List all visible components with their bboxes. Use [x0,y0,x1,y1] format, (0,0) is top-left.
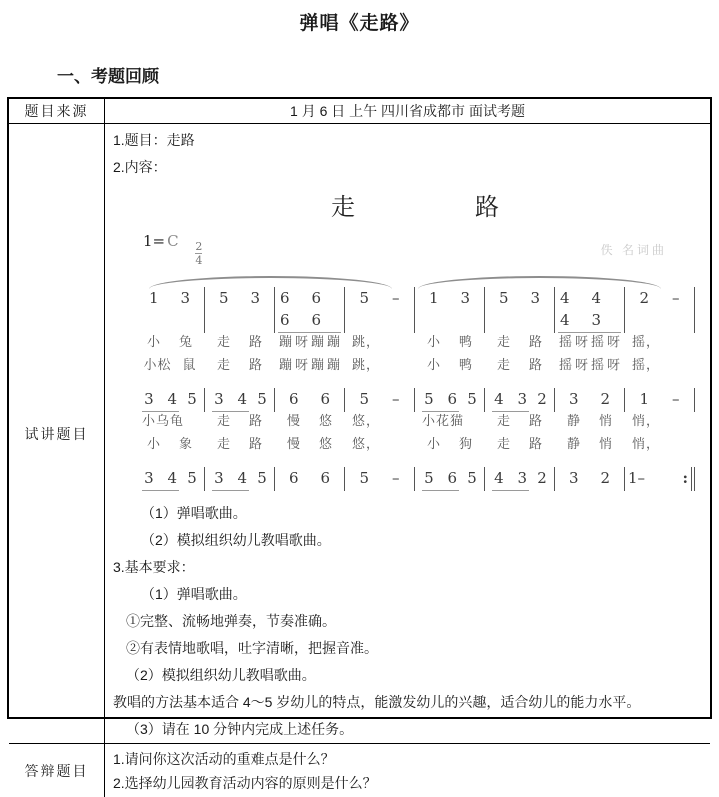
note: 5 [218,289,229,308]
measure [345,467,415,491]
lyrics-row [135,357,695,379]
note: 5 [359,390,370,409]
lyric-syllable: 鼠 [182,357,197,373]
music-sheet [135,183,695,491]
lyric-syllable: 呀 [294,357,309,373]
note: 2 [600,390,611,409]
lyric-measure [415,357,485,379]
note: 5 [359,469,370,488]
lyric-syllable: 呀 [574,334,589,350]
text-line: 2.内容： [113,159,167,175]
measure [135,388,205,412]
note: 3 4 [142,388,179,412]
lyric-measure [205,436,275,458]
lyrics-row [135,334,695,356]
note: 4 3 [492,467,529,491]
note: 3 4 [212,388,249,412]
lyric-syllable: 鸭 [458,334,473,350]
note: 5 [187,469,197,488]
lyric-syllable: 摇 [558,357,573,373]
notation-system [135,276,695,379]
lyric-syllable: 走 [216,413,231,429]
lyric-syllable: 摇， [632,357,661,373]
lyric-measure [555,357,625,379]
measure [625,388,695,412]
note: 6 [320,390,331,409]
lyric-syllable: 悠 [318,436,333,452]
lyric-syllable: 小乌龟 [142,413,185,429]
notes-row [135,388,695,412]
note: 5 [257,390,267,409]
measure [415,287,485,333]
section-heading: 一、考题回顾 [57,67,159,86]
lyric-syllable: 蹦 [326,334,341,350]
note: 5 [467,390,477,409]
measure [205,287,275,333]
note: 5 [498,289,509,308]
text-line: （2）模拟组织幼儿教唱歌曲。 [126,667,316,684]
measure [485,287,555,333]
text-line: ①完整、流畅地弹奏，节奏准确。 [126,613,336,630]
lyric-measure [135,436,205,458]
lecture-lines-before [113,127,704,181]
lyric-measure [485,334,555,356]
notation-system [135,467,695,491]
note: 4 3 [492,388,529,412]
lyric-measure [485,413,555,435]
lyric-syllable: 路 [528,334,543,350]
defense-content [105,744,710,797]
measure [275,287,345,333]
row-label-lecture: 试讲题目 [9,124,105,744]
note: 1 [148,289,159,308]
note: 6 6 [278,287,310,333]
measure [625,467,695,491]
lyric-measure [485,436,555,458]
key-signature [143,232,202,266]
measure [135,287,205,333]
note: 4 3 [590,287,622,333]
measure [415,467,485,491]
note: 3 [530,289,541,308]
measure [485,467,555,491]
lyric-syllable: 蹦 [310,357,325,373]
note: 1 [428,289,439,308]
lyric-syllable: 走 [496,436,511,452]
text-line: （2）模拟组织幼儿教唱歌曲。 [141,532,331,549]
note: 2 [600,469,611,488]
lyric-syllable: 兔 [178,334,193,350]
music-meta [135,232,695,276]
lyric-measure [345,357,415,379]
repeat-sign: : [682,469,688,488]
lyric-syllable: 悠， [352,413,381,429]
lyric-syllable: 路 [248,334,263,350]
lyric-syllable: 静 [566,413,581,429]
phrase-slurs [135,276,695,287]
lyric-measure [205,357,275,379]
measure [205,467,275,491]
text-line: 1.请问你这次活动的重难点是什么？ [113,751,335,768]
lyric-syllable: 走 [496,334,511,350]
lyric-measure [135,413,205,435]
text-line: 2.选择幼儿园教育活动内容的原则是什么？ [113,775,377,792]
lyric-syllable: 小 [146,436,161,452]
text-line: （1）弹唱歌曲。 [141,586,247,603]
lyric-syllable: 蹦 [278,334,293,350]
lyric-measure [345,436,415,458]
lyric-syllable: 象 [178,436,193,452]
notes-row [135,467,695,491]
lyric-syllable: 路 [248,413,263,429]
source-value: 1 月 6 日 上午 四川省成都市 面试考题 [105,99,710,124]
lyric-measure [415,334,485,356]
note: 5 [467,469,477,488]
lecture-content [105,124,710,744]
measure [415,388,485,412]
lyric-syllable: 呀 [606,357,621,373]
lyric-syllable: 路 [528,436,543,452]
note: 6 [320,469,331,488]
text-line: （3）请在 10 分钟内完成上述任务。 [126,721,354,738]
note: – [392,289,400,308]
exam-table [7,97,712,792]
lyric-syllable: 小 [426,357,441,373]
note: 2 [537,469,547,488]
lyric-syllable: 摇 [558,334,573,350]
note: 3 [460,289,471,308]
lyric-measure [625,357,695,379]
composer-credit: 佚 名词曲 [600,242,667,257]
note: 5 [257,469,267,488]
measure [555,388,625,412]
lyric-syllable: 走 [216,436,231,452]
measure [485,388,555,412]
lyric-syllable: 慢 [286,413,301,429]
lyric-syllable: 小 [426,334,441,350]
text-line: （1）弹唱歌曲。 [141,505,247,522]
measure [205,388,275,412]
lyric-syllable: 跳， [352,334,381,350]
note: 6 6 [310,287,342,333]
lyrics-row [135,436,695,458]
lyric-measure [275,413,345,435]
time-signature [195,241,202,266]
lyric-syllable: 呀 [574,357,589,373]
lyric-syllable: 跳， [352,357,381,373]
note: 6 [288,469,299,488]
lyric-syllable: 小 [146,334,161,350]
note: 3 [180,289,191,308]
lyric-syllable: 悄， [632,436,661,452]
lyric-measure [625,413,695,435]
notation-system [135,388,695,458]
lyric-measure [625,436,695,458]
time-denominator: 4 [195,253,203,267]
lyric-syllable: 悄 [598,413,613,429]
music-title-char: 路 [475,195,499,221]
row-label-defense: 答辩题目 [9,744,105,797]
measure [275,388,345,412]
lyrics-row [135,413,695,435]
note: 4 4 [558,287,590,333]
lyric-measure [415,413,485,435]
lyric-syllable: 摇 [590,334,605,350]
key-prefix: 1= [143,232,166,250]
music-title [135,183,695,232]
note: 1 [639,390,650,409]
music-title-char: 走 [331,195,355,221]
lyric-syllable: 小 [426,436,441,452]
measure [625,287,695,333]
lyric-measure [345,413,415,435]
note: – [637,469,646,488]
lyric-measure [625,334,695,356]
lyric-measure [275,357,345,379]
note: 5 6 [422,388,459,412]
lyric-measure [415,436,485,458]
lyric-measure [275,334,345,356]
text-line: 3.基本要求： [113,559,195,576]
note: – [392,469,400,488]
page-title: 弹唱《走路》 [299,13,420,34]
lyric-syllable: 蹦 [310,334,325,350]
note: 3 4 [212,467,249,491]
lyric-syllable: 路 [528,357,543,373]
lyric-syllable: 小花猫 [422,413,465,429]
lyric-syllable: 摇， [632,334,661,350]
note: 2 [639,289,650,308]
lyric-measure [555,334,625,356]
lyric-syllable: 慢 [286,436,301,452]
lyric-syllable: 走 [496,357,511,373]
music-systems [135,276,695,491]
lyric-measure [275,436,345,458]
row-label-source: 题目来源 [9,99,105,124]
note: 5 [359,289,370,308]
note: – [392,390,400,409]
lyric-syllable: 呀 [606,334,621,350]
measure [345,287,415,333]
lyric-syllable: 悠， [352,436,381,452]
lyric-syllable: 悠 [318,413,333,429]
text-line: 教唱的方法基本适合 4～5 岁幼儿的特点，能激发幼儿的兴趣，适合幼儿的能力水平。 [113,694,641,711]
measure [345,388,415,412]
lyric-measure [485,357,555,379]
lyric-syllable: 路 [248,436,263,452]
lyric-measure [555,436,625,458]
note: – [672,390,680,409]
notes-row [135,287,695,333]
lyric-syllable: 小松 [143,357,172,373]
lyric-syllable: 路 [528,413,543,429]
note: 3 4 [142,467,179,491]
text-line: ②有表情地歌唱，吐字清晰，把握音准。 [126,640,378,657]
note: 6 [288,390,299,409]
lyric-measure [205,334,275,356]
lyric-syllable: 走 [216,357,231,373]
lyric-syllable: 摇 [590,357,605,373]
lyric-syllable: 蹦 [278,357,293,373]
note: 3 [568,469,579,488]
lyric-syllable: 路 [248,357,263,373]
time-numerator: 2 [195,240,203,253]
lyric-measure [345,334,415,356]
note: 2 [537,390,547,409]
lyric-syllable: 悄， [632,413,661,429]
measure [135,467,205,491]
lyric-syllable: 静 [566,436,581,452]
lyric-measure [135,357,205,379]
note: 3 [568,390,579,409]
lyric-measure [205,413,275,435]
lyric-syllable: 悄 [598,436,613,452]
lyric-measure [135,334,205,356]
lyric-syllable: 鸭 [458,357,473,373]
lyric-syllable: 蹦 [326,357,341,373]
note: 5 [187,390,197,409]
note: 5 6 [422,467,459,491]
lecture-lines-after [113,500,704,743]
lyric-syllable: 狗 [458,436,473,452]
lyric-measure [555,413,625,435]
key-letter: C [167,232,179,250]
measure [555,467,625,491]
note: – [672,289,680,308]
note: 3 [250,289,261,308]
lyric-syllable: 走 [496,413,511,429]
measure [275,467,345,491]
lyric-syllable: 走 [216,334,231,350]
text-line: 1.题目：走路 [113,132,195,148]
lyric-syllable: 呀 [294,334,309,350]
note: 1 [628,469,638,488]
measure [555,287,625,333]
